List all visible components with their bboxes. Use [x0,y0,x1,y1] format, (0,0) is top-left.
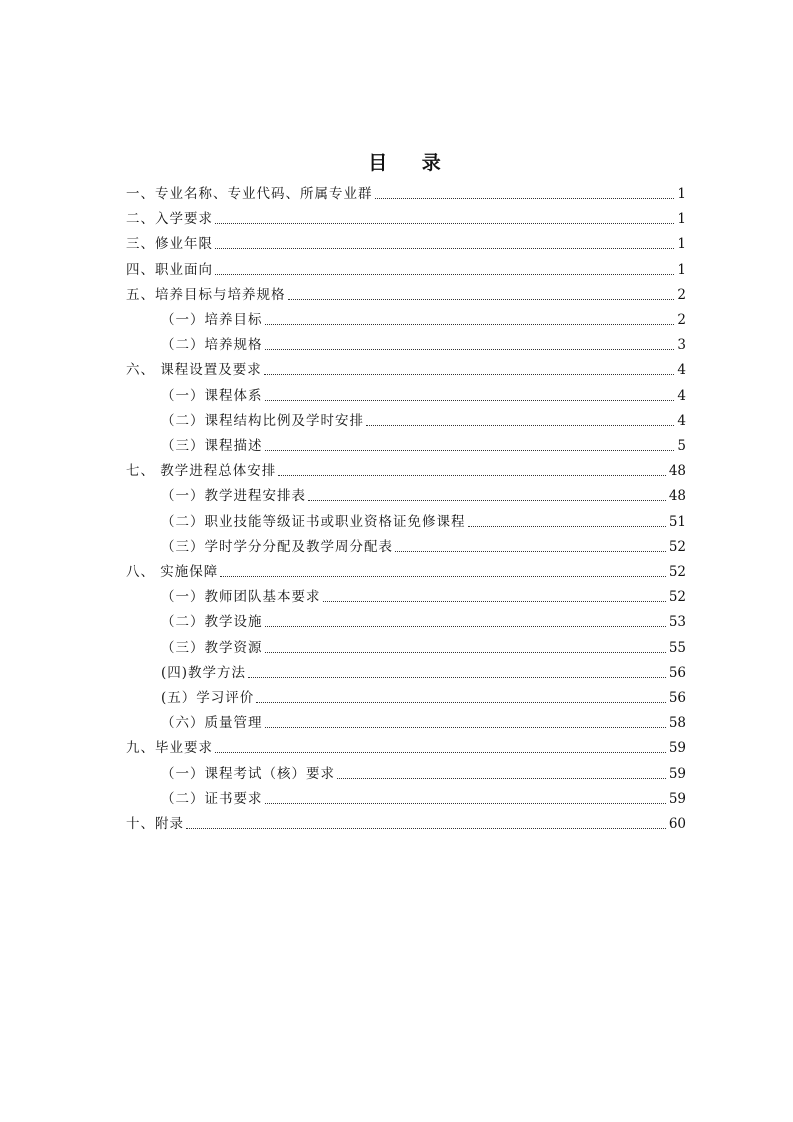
toc-entry-page-number: 2 [677,286,686,303]
toc-dot-leader [220,575,666,577]
toc-entry-label: 九、毕业要求 [126,740,213,757]
toc-dot-leader [265,726,666,728]
toc-entry[interactable] [161,434,686,456]
toc-dot-leader [265,399,675,401]
toc-entry[interactable] [126,283,686,305]
toc-dot-leader [265,449,675,451]
toc-dot-leader [264,373,675,375]
toc-entry-label: 六、 课程设置及要求 [126,362,262,379]
toc-entry-label: (四)教学方法 [161,664,247,681]
toc-entry-page-number: 51 [668,513,686,530]
toc-dot-leader [186,827,666,829]
toc-dot-leader [395,550,666,552]
toc-entry[interactable] [161,610,686,632]
toc-entry[interactable] [126,358,686,380]
toc-entry[interactable] [126,232,686,254]
toc-entry-page-number: 1 [677,236,686,253]
toc-entry-label: 二、入学要求 [126,211,213,228]
toc-entry-label: （二）证书要求 [161,790,263,807]
toc-entry-page-number: 4 [677,362,686,379]
toc-entry[interactable] [126,736,686,758]
toc-dot-leader [265,348,675,350]
toc-entry-label: （二）职业技能等级证书或职业资格证免修课程 [161,513,466,530]
toc-entry[interactable] [161,711,686,733]
toc-entry-page-number: 2 [677,312,686,328]
toc-entry-page-number: 53 [668,614,686,631]
toc-entry-label: （三）课程描述 [161,438,263,454]
toc-dot-leader [256,701,666,703]
toc-entry[interactable] [126,258,686,280]
toc-entry-page-number: 48 [668,463,686,480]
toc-dot-leader [215,247,674,249]
toc-dot-leader [248,676,666,678]
toc-entry[interactable] [126,560,686,582]
toc-entry-page-number: 4 [677,412,686,429]
toc-entry[interactable] [161,787,686,809]
toc-entry-label: 四、职业面向 [126,261,213,278]
toc-entry-page-number: 60 [668,816,686,832]
toc-entry-label: 七、 教学进程总体安排 [126,463,277,480]
toc-dot-leader [215,751,666,753]
toc-entry-page-number: 58 [668,715,686,732]
toc-entry[interactable] [161,762,686,784]
toc-entry-page-number: 59 [668,740,686,757]
toc-dot-leader [265,802,666,804]
toc-dot-leader [215,222,674,224]
toc-entry[interactable] [126,182,686,204]
toc-entry[interactable] [161,510,686,532]
toc-entry-page-number: 5 [677,438,686,454]
toc-entry-page-number: 48 [668,488,686,505]
toc-entry[interactable] [161,535,686,557]
toc-entry-page-number: 55 [668,639,686,656]
toc-entry-label: （一）教学进程安排表 [161,488,306,505]
toc-dot-leader [265,323,675,325]
toc-entry-label: （一）课程体系 [161,387,263,404]
toc-dot-leader [375,197,675,199]
toc-entry-label: （二）培养规格 [161,337,263,354]
toc-entry-page-number: 56 [668,690,686,706]
toc-entry-page-number: 59 [668,765,686,782]
toc-dot-leader [265,651,666,653]
toc-entry-page-number: 1 [677,211,686,228]
toc-entry[interactable] [126,812,686,834]
toc-entry-page-number: 59 [668,790,686,807]
toc-dot-leader [308,499,666,501]
toc-entry-label: （二）教学设施 [161,614,263,631]
toc-entry-page-number: 3 [677,337,686,354]
toc-entry-label: 一、专业名称、专业代码、所属专业群 [126,186,373,202]
toc-entry-page-number: 52 [668,564,686,580]
toc-entry-label: 五、培养目标与培养规格 [126,286,286,303]
toc-entry-label: 十、附录 [126,816,184,832]
toc-title: 目 录 [368,152,455,174]
toc-entry-label: （一）课程考试（核）要求 [161,765,335,782]
toc-dot-leader [278,474,666,476]
toc-dot-leader [288,298,675,300]
toc-entry-label: （三）教学资源 [161,639,263,656]
toc-entry-page-number: 56 [668,664,686,681]
toc-entry[interactable] [161,661,686,683]
toc-entry-label: （二）课程结构比例及学时安排 [161,412,364,429]
toc-dot-leader [468,525,666,527]
toc-entry-page-number: 52 [668,589,686,606]
toc-entry-label: （一）培养目标 [161,312,263,328]
toc-entry-page-number: 4 [677,387,686,404]
toc-entry[interactable] [161,636,686,658]
toc-dot-leader [323,600,666,602]
toc-dot-leader [215,273,674,275]
toc-entry[interactable] [161,686,686,708]
toc-entry-label: （三）学时学分分配及教学周分配表 [161,538,393,555]
toc-dot-leader [366,424,674,426]
toc-entry-label: （一）教师团队基本要求 [161,589,321,606]
toc-entry-label: 八、 实施保障 [126,564,219,580]
toc-entry[interactable] [161,333,686,355]
toc-entry-page-number: 52 [668,538,686,555]
toc-entry-label: (五）学习评价 [161,690,255,706]
toc-entry[interactable] [161,409,686,431]
toc-entry-label: （六）质量管理 [161,715,263,732]
toc-entry[interactable] [161,484,686,506]
toc-entry-label: 三、修业年限 [126,236,213,253]
toc-entry[interactable] [126,459,686,481]
toc-entry[interactable] [126,207,686,229]
toc-entry[interactable] [161,585,686,607]
toc-dot-leader [265,625,666,627]
toc-dot-leader [337,777,666,779]
toc-entry[interactable] [161,308,686,330]
toc-entry-page-number: 1 [677,186,686,202]
toc-entry-page-number: 1 [677,261,686,278]
toc-entry[interactable] [161,384,686,406]
